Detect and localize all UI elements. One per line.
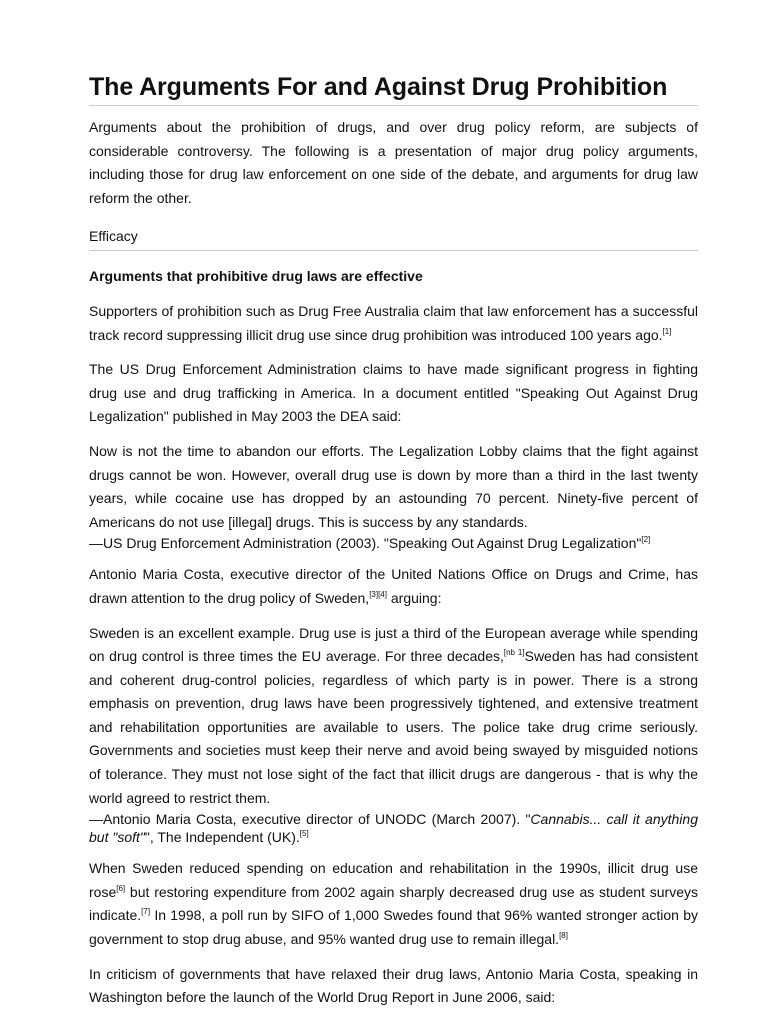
paragraph-text: but restoring expenditure from 2002 again sharply decreased drug use as student surveys indicate. [89,883,698,924]
citation-text: —US Drug Enforcement Administration (2003). "Speaking Out Against Drug Legalization" [89,535,642,552]
paragraph-costa [89,563,698,610]
reference-link[interactable]: [6] [116,883,126,893]
reference-link[interactable]: [5] [299,829,309,839]
quote-dea [89,440,698,534]
intro-paragraph: Arguments about the prohibition of drugs, and over drug policy reform, are subjects of considerable controversy. The following is a presentation of major drug policy arguments, including those for drug law enforcement on one side of the debate, and arguments for drug law reform the other. [89,119,698,206]
reference-link[interactable]: [8] [559,931,568,941]
reference-link[interactable]: [3][4] [369,589,387,599]
reference-link[interactable]: [2] [641,535,651,545]
reference-link[interactable]: [nb 1] [503,648,525,658]
quote-text: Now is not the time to abandon our efforts. The Legalization Lobby claims that the fight against drugs cannot be won. However, overall drug use is down by more than a third in the last twenty years, while cocaine use has dropped by an astounding 70 percent. Ninety-five percent of Americans do not use [illegal] drugs. This is success by any standards. [89,442,698,530]
citation-text: ", The Independent (UK). [144,829,300,846]
title-divider [89,105,698,106]
paragraph-drug-free-australia [89,300,698,347]
paragraph-text: Antonio Maria Costa, executive director of the United Nations Office on Drugs and Crime, has drawn attention to the drug policy of Sweden, [89,566,698,606]
subheading-prohibition-effective: Arguments that prohibitive drug laws are effective [89,268,423,285]
section-divider [89,250,698,251]
quote-costa [89,622,698,811]
paragraph-sweden-spending [89,857,698,951]
paragraph-text: Supporters of prohibition such as Drug Free Australia claim that law enforcement has a successful track record suppressing illicit drug use since drug prohibition was introduced 100 years ago. [89,302,698,343]
citation-text: —Antonio Maria Costa, executive director of UNODC (March 2007). " [89,811,531,828]
citation-article-title[interactable]: Cannabis... call it anything but "soft" [89,811,698,846]
reference-link[interactable]: [1] [662,326,672,336]
quote-text: Sweden has had consistent and coherent drug-control policies, regardless of which party is in power. There is a strong emphasis on prevention, drug laws have been progressively tightened, and extensive treatment and rehabilitation opportunities are available to users. The police take drug crime seriously. Governments and societies must keep their nerve and avoid being swayed by misguided notions of tolerance. They must not lose sight of the fact that illicit drugs are dangerous - that is why the world agreed to restrict them. [89,648,698,806]
paragraph-text: arguing: [386,589,442,606]
quote-text: Sweden is an excellent example. Drug use is just a third of the European average while spending on drug control is three times the EU average. For three decades, [89,624,698,665]
paragraph-text: In 1998, a poll run by SIFO of 1,000 Swedes found that 96% wanted stronger action by government to stop drug abuse, and 95% wanted drug use to remain illegal. [89,907,698,948]
reference-link[interactable]: [7] [141,907,151,917]
quote-citation-dea [89,534,698,552]
paragraph-text: When Sweden reduced spending on education and rehabilitation in the 1990s, illicit drug use rose [89,860,698,900]
page-title: The Arguments For and Against Drug Prohibition [89,73,668,101]
paragraph-dea: The US Drug Enforcement Administration claims to have made significant progress in fighting drug use and drug trafficking in America. In a document entitled "Speaking Out Against Drug Legalization" published in May 2003 the DEA said: [89,361,698,425]
quote-citation-costa [89,810,698,846]
paragraph-criticism: In criticism of governments that have relaxed their drug laws, Antonio Maria Costa, speaking in Washington before the launch of the World Drug Report in June 2006, said: [89,965,698,1006]
section-heading-efficacy: Efficacy [89,228,138,245]
